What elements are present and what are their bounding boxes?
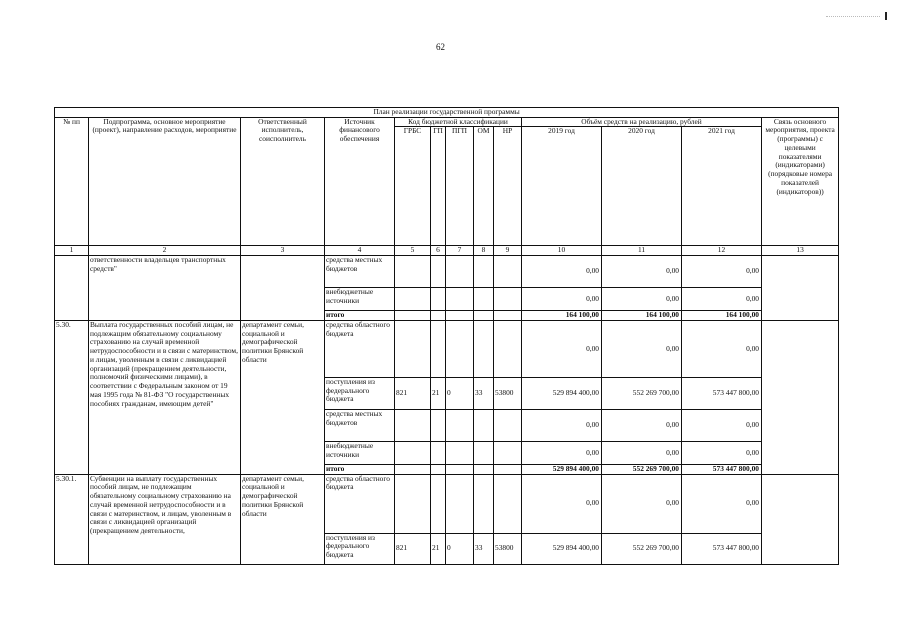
grbs-cell xyxy=(395,464,431,474)
om-cell xyxy=(474,409,494,441)
column-number: 3 xyxy=(241,246,325,256)
scan-corner-dots xyxy=(826,16,880,17)
row-num-cell: 5.30.1. xyxy=(55,474,89,564)
amount-2021: 0,00 xyxy=(682,288,762,311)
grbs-cell xyxy=(395,288,431,311)
grbs-cell xyxy=(395,311,431,321)
gp-cell xyxy=(431,441,446,464)
measure-name: Выплата государственных пособий лицам, не подлежащим обязательному социальному страхованию на случай временной нетрудоспособности и в связи с материнством, и лицам, уволенным в связи с ликвидацией организаций (прекращением деятельности, полномочий физическими лицами), в соответствии с Федеральным законом от 19 мая 1995 года № 81-ФЗ "О государственных пособиях гражданам, имеющим детей" xyxy=(89,320,241,474)
column-number: 8 xyxy=(474,246,494,256)
amount-2019: 0,00 xyxy=(522,288,602,311)
source-cell: поступления из федерального бюджета xyxy=(325,533,395,564)
np-cell xyxy=(494,474,522,533)
gp-cell: 21 xyxy=(431,377,446,409)
amount-2021: 0,00 xyxy=(682,256,762,288)
column-number: 7 xyxy=(446,246,474,256)
grbs-cell: 821 xyxy=(395,377,431,409)
amount-2019: 529 894 400,00 xyxy=(522,533,602,564)
gp-cell: 21 xyxy=(431,533,446,564)
source-cell: итого xyxy=(325,464,395,474)
amount-2019: 0,00 xyxy=(522,320,602,377)
grbs-cell xyxy=(395,441,431,464)
pgp-cell: 0 xyxy=(446,377,474,409)
amount-2020: 552 269 700,00 xyxy=(602,464,682,474)
table-row xyxy=(55,474,839,533)
executor-cell xyxy=(241,256,325,321)
amount-2021: 0,00 xyxy=(682,474,762,533)
table-title: План реализации государственной программы xyxy=(55,108,839,118)
np-cell: 53800 xyxy=(494,377,522,409)
column-number: 13 xyxy=(762,246,839,256)
gp-cell xyxy=(431,320,446,377)
amount-2021: 573 447 800,00 xyxy=(682,533,762,564)
header-num: № пп xyxy=(55,117,89,246)
om-cell xyxy=(474,474,494,533)
header-2019: 2019 год xyxy=(522,127,602,246)
pgp-cell xyxy=(446,320,474,377)
pgp-cell xyxy=(446,441,474,464)
np-cell xyxy=(494,311,522,321)
source-cell: средства областного бюджета xyxy=(325,320,395,377)
header-om: ОМ xyxy=(474,127,494,246)
source-cell: средства областного бюджета xyxy=(325,474,395,533)
indicator-link-cell xyxy=(762,256,839,321)
gp-cell xyxy=(431,464,446,474)
source-cell: внебюджетные источники xyxy=(325,288,395,311)
indicator-link-cell xyxy=(762,474,839,564)
om-cell: 33 xyxy=(474,533,494,564)
header-subprogram: Подпрограмма, основное мероприятие (проект), направление расходов, мероприятие xyxy=(89,117,241,246)
header-np: НР xyxy=(494,127,522,246)
gp-cell xyxy=(431,311,446,321)
amount-2021: 0,00 xyxy=(682,441,762,464)
grbs-cell xyxy=(395,474,431,533)
page-number: 62 xyxy=(436,42,445,52)
amount-2021: 573 447 800,00 xyxy=(682,377,762,409)
header-source: Источник финансового обеспечения xyxy=(325,117,395,246)
amount-2020: 0,00 xyxy=(602,441,682,464)
source-cell: внебюджетные источники xyxy=(325,441,395,464)
amount-2020: 552 269 700,00 xyxy=(602,377,682,409)
source-cell: поступления из федерального бюджета xyxy=(325,377,395,409)
grbs-cell xyxy=(395,409,431,441)
np-cell xyxy=(494,288,522,311)
grbs-cell: 821 xyxy=(395,533,431,564)
source-cell: итого xyxy=(325,311,395,321)
column-number: 10 xyxy=(522,246,602,256)
executor-cell: департамент семьи, социальной и демографической политики Брянской области xyxy=(241,320,325,474)
np-cell xyxy=(494,441,522,464)
measure-name: Субвенции на выплату государственных пособий лицам, не подлежащим обязательному социальному страхованию на случай временной нетрудоспособности и в связи с материнством, и лицам, уволенным в связи с ликвидацией организаций (прекращением деятельности, xyxy=(89,474,241,564)
np-cell: 53800 xyxy=(494,533,522,564)
amount-2020: 164 100,00 xyxy=(602,311,682,321)
amount-2019: 0,00 xyxy=(522,441,602,464)
column-number: 5 xyxy=(395,246,431,256)
np-cell xyxy=(494,409,522,441)
amount-2020: 552 269 700,00 xyxy=(602,533,682,564)
amount-2020: 0,00 xyxy=(602,288,682,311)
executor-cell: департамент семьи, социальной и демографической политики Брянской области xyxy=(241,474,325,564)
amount-2019: 0,00 xyxy=(522,474,602,533)
header-executor: Ответственный исполнитель, соисполнитель xyxy=(241,117,325,246)
table-row xyxy=(55,320,839,377)
column-number: 9 xyxy=(494,246,522,256)
amount-2020: 0,00 xyxy=(602,409,682,441)
table-row xyxy=(55,256,839,288)
column-number: 2 xyxy=(89,246,241,256)
amount-2021: 573 447 800,00 xyxy=(682,464,762,474)
om-cell xyxy=(474,441,494,464)
source-cell: средства местных бюджетов xyxy=(325,409,395,441)
source-cell: средства местных бюджетов xyxy=(325,256,395,288)
header-pgp: ПГП xyxy=(446,127,474,246)
measure-name: ответственности владельцев транспортных средств" xyxy=(89,256,241,321)
pgp-cell xyxy=(446,256,474,288)
amount-2019: 0,00 xyxy=(522,256,602,288)
header-volume: Объём средств на реализацию, рублей xyxy=(522,117,762,127)
amount-2019: 164 100,00 xyxy=(522,311,602,321)
gp-cell xyxy=(431,474,446,533)
np-cell xyxy=(494,320,522,377)
indicator-link-cell xyxy=(762,320,839,474)
row-num-cell: 5.30. xyxy=(55,320,89,474)
amount-2021: 164 100,00 xyxy=(682,311,762,321)
om-cell xyxy=(474,288,494,311)
pgp-cell xyxy=(446,409,474,441)
pgp-cell xyxy=(446,474,474,533)
om-cell xyxy=(474,464,494,474)
header-grbs: ГРБС xyxy=(395,127,431,246)
plan-table-wrapper xyxy=(54,107,839,565)
amount-2021: 0,00 xyxy=(682,320,762,377)
grbs-cell xyxy=(395,256,431,288)
om-cell xyxy=(474,311,494,321)
pgp-cell xyxy=(446,288,474,311)
amount-2021: 0,00 xyxy=(682,409,762,441)
header-gp: ГП xyxy=(431,127,446,246)
header-link: Связь основного мероприятия, проекта (программы) с целевыми показателями (индикаторами) (порядковые номера показателей (индикаторов)) xyxy=(762,117,839,246)
header-2020: 2020 год xyxy=(602,127,682,246)
om-cell: 33 xyxy=(474,377,494,409)
amount-2020: 0,00 xyxy=(602,474,682,533)
gp-cell xyxy=(431,409,446,441)
amount-2019: 0,00 xyxy=(522,409,602,441)
pgp-cell xyxy=(446,464,474,474)
column-number: 4 xyxy=(325,246,395,256)
om-cell xyxy=(474,320,494,377)
column-number: 12 xyxy=(682,246,762,256)
column-numbers-row xyxy=(55,246,839,256)
row-num-cell xyxy=(55,256,89,321)
column-number: 1 xyxy=(55,246,89,256)
om-cell xyxy=(474,256,494,288)
header-2021: 2021 год xyxy=(682,127,762,246)
np-cell xyxy=(494,256,522,288)
pgp-cell: 0 xyxy=(446,533,474,564)
np-cell xyxy=(494,464,522,474)
gp-cell xyxy=(431,288,446,311)
gp-cell xyxy=(431,256,446,288)
amount-2019: 529 894 400,00 xyxy=(522,464,602,474)
pgp-cell xyxy=(446,311,474,321)
scan-corner-mark xyxy=(885,12,887,20)
amount-2020: 0,00 xyxy=(602,256,682,288)
amount-2019: 529 894 400,00 xyxy=(522,377,602,409)
column-number: 11 xyxy=(602,246,682,256)
header-budget-code: Код бюджетной классификации xyxy=(395,117,522,127)
plan-table xyxy=(54,107,839,565)
grbs-cell xyxy=(395,320,431,377)
amount-2020: 0,00 xyxy=(602,320,682,377)
column-number: 6 xyxy=(431,246,446,256)
